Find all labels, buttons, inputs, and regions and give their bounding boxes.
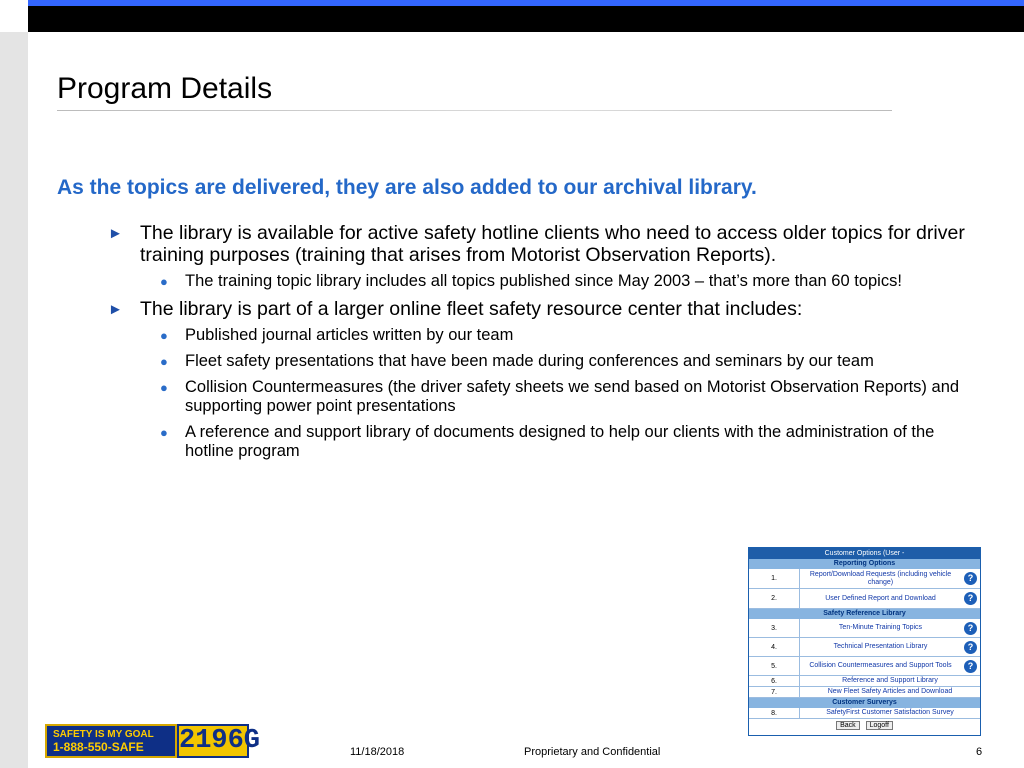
row-number: 6. — [749, 676, 800, 686]
footer-date: 11/18/2018 — [350, 746, 405, 758]
sub-bullet-dot-icon: ● — [160, 425, 168, 440]
slide-body — [108, 222, 968, 468]
help-icon[interactable]: ? — [964, 622, 977, 635]
row-link[interactable]: User Defined Report and Download — [825, 594, 936, 602]
panel-row[interactable] — [749, 708, 980, 719]
bullet-text: The library is available for active safety hotline clients who need to access older topics for driver training purposes (training that arises from Motorist Observation Reports). — [140, 222, 965, 266]
panel-section-title: Customer Surverys — [749, 698, 980, 708]
row-number: 1. — [749, 569, 800, 588]
logo-number: 2196G — [179, 726, 261, 756]
row-number: 8. — [749, 708, 800, 718]
panel-row[interactable] — [749, 687, 980, 698]
logo-text-block — [45, 724, 177, 758]
help-icon[interactable]: ? — [964, 572, 977, 585]
panel-section-title: Safety Reference Library — [749, 609, 980, 619]
row-link[interactable]: New Fleet Safety Articles and Download — [827, 688, 953, 695]
sub-bullet-dot-icon: ● — [160, 380, 168, 395]
sub-bullet-point — [108, 326, 968, 345]
logoff-button[interactable]: Logoff — [866, 721, 893, 730]
back-button[interactable]: Back — [836, 721, 860, 730]
panel-row[interactable] — [749, 657, 980, 676]
sub-bullet-text: Published journal articles written by our team — [185, 326, 514, 344]
panel-row[interactable] — [749, 676, 980, 687]
bullet-point — [108, 222, 968, 266]
safety-logo — [45, 724, 261, 762]
title-divider — [57, 110, 892, 111]
logo-phone: 1-888-550-SAFE — [53, 740, 144, 754]
customer-options-panel — [748, 547, 981, 736]
bullet-arrow-icon: ► — [108, 301, 123, 318]
panel-section-title: Reporting Options — [749, 559, 980, 569]
panel-header: Customer Options (User - — [749, 548, 980, 559]
sub-bullet-dot-icon: ● — [160, 274, 168, 289]
sub-bullet-dot-icon: ● — [160, 354, 168, 369]
sub-bullet-point — [108, 423, 968, 461]
slide-subheading: As the topics are delivered, they are also added to our archival library. — [57, 176, 757, 199]
help-icon[interactable]: ? — [964, 660, 977, 673]
help-icon[interactable]: ? — [964, 641, 977, 654]
panel-row[interactable] — [749, 589, 980, 609]
sub-bullet-text: The training topic library includes all topics published since May 2003 – that’s more than 60 topics! — [185, 272, 902, 290]
left-margin-strip — [0, 32, 28, 768]
row-number: 3. — [749, 619, 800, 637]
sub-bullet-point — [108, 378, 968, 416]
panel-buttons — [749, 719, 980, 730]
bullet-text: The library is part of a larger online fleet safety resource center that includes: — [140, 298, 803, 320]
sub-bullet-text: A reference and support library of documents designed to help our clients with the administration of the hotline program — [185, 423, 935, 460]
slide-title: Program Details — [57, 72, 273, 105]
panel-row[interactable] — [749, 638, 980, 657]
panel-row[interactable] — [749, 619, 980, 638]
row-number: 4. — [749, 638, 800, 656]
sub-bullet-text: Fleet safety presentations that have been made during conferences and seminars by our team — [185, 352, 874, 370]
footer-page-number: 6 — [976, 746, 983, 758]
row-link[interactable]: Reference and Support Library — [842, 677, 938, 684]
sub-bullet-point — [108, 272, 968, 291]
bullet-point — [108, 298, 968, 320]
row-link[interactable]: Ten-Minute Training Topics — [838, 624, 923, 631]
row-link[interactable]: Report/Download Requests (including vehicle change) — [809, 570, 952, 586]
panel-row[interactable] — [749, 569, 980, 589]
help-icon[interactable]: ? — [964, 592, 977, 605]
row-number: 7. — [749, 687, 800, 697]
row-link[interactable]: Collision Countermeasures and Support Tools — [809, 662, 952, 669]
sub-bullet-text: Collision Countermeasures (the driver safety sheets we send based on Motorist Observation Reports) and supporting power point presentations — [185, 378, 960, 415]
footer-confidential: Proprietary and Confidential — [524, 746, 661, 758]
row-number: 5. — [749, 657, 800, 675]
logo-slogan: SAFETY IS MY GOAL — [53, 729, 154, 740]
sub-bullet-point — [108, 352, 968, 371]
row-link[interactable]: Technical Presentation Library — [833, 643, 928, 650]
row-link[interactable]: SafetyFirst Customer Satisfaction Survey — [826, 709, 954, 716]
top-bar — [28, 6, 1024, 32]
row-number: 2. — [749, 589, 800, 608]
bullet-arrow-icon: ► — [108, 225, 123, 242]
sub-bullet-dot-icon: ● — [160, 328, 168, 343]
